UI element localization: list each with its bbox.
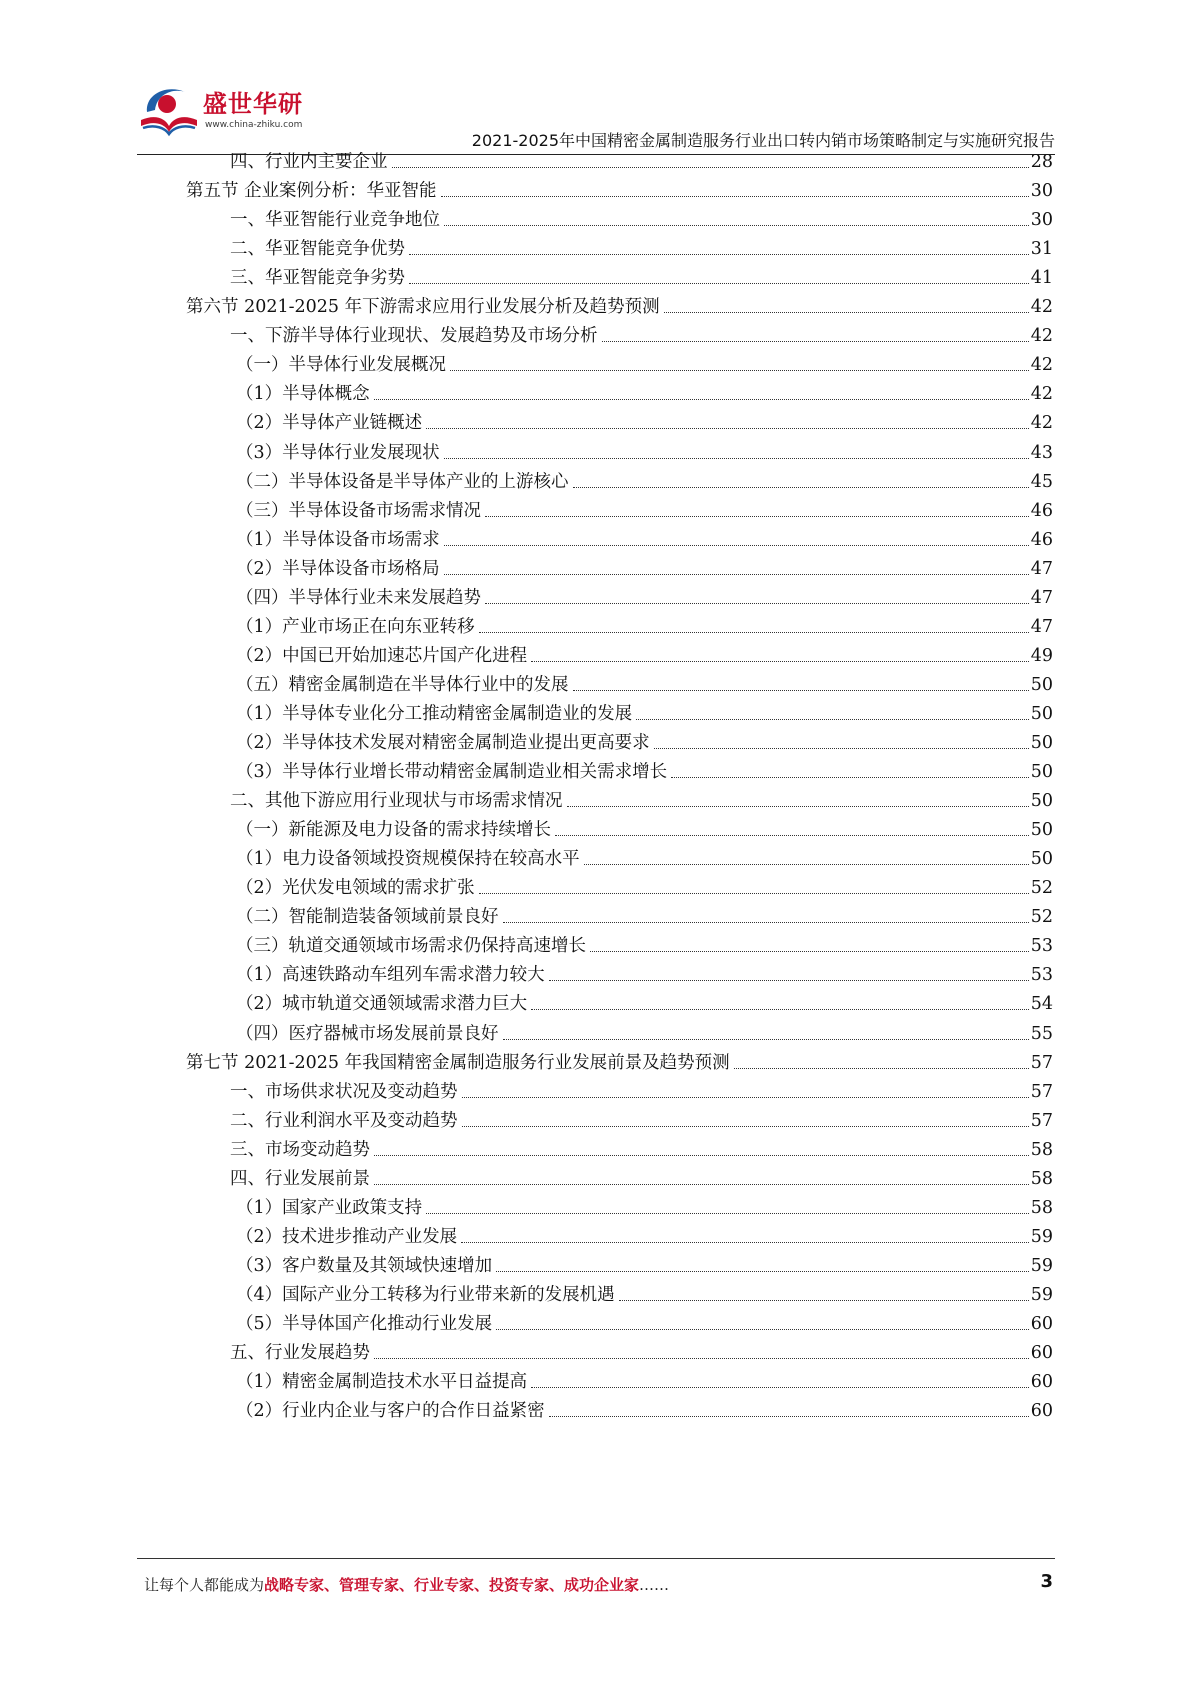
toc-entry-title: （三）半导体设备市场需求情况 — [236, 500, 481, 521]
toc-entry-title: （1）产业市场正在向东亚转移 — [236, 616, 475, 637]
footer-slogan — [144, 1574, 669, 1595]
toc-entry-page: 54 — [1030, 994, 1053, 1015]
footer-slogan-highlight: 战略专家、管理专家、行业专家、投资专家、成功企业家 — [264, 1576, 640, 1594]
toc-entry-page: 60 — [1030, 1401, 1053, 1422]
toc-dot-leader — [426, 1213, 1029, 1214]
toc-entry-title: （5）半导体国产化推动行业发展 — [236, 1314, 493, 1334]
toc-dot-leader — [462, 1097, 1029, 1098]
toc-entry-title: （2）中国已开始加速芯片国产化进程 — [236, 645, 528, 666]
toc-entry[interactable] — [230, 229, 1053, 260]
toc-dot-leader — [461, 1242, 1029, 1243]
toc-entry[interactable] — [236, 491, 1053, 522]
toc-entry-page: 42 — [1030, 413, 1053, 434]
toc-entry-title: （2）半导体产业链概述 — [236, 413, 423, 434]
toc-entry[interactable] — [236, 433, 1053, 464]
toc-entry[interactable] — [236, 897, 1053, 928]
toc-entry-page: 60 — [1030, 1343, 1053, 1364]
toc-dot-leader — [450, 370, 1029, 371]
toc-entry[interactable] — [186, 287, 1053, 318]
toc-entry-page: 47 — [1030, 558, 1053, 579]
toc-entry-title: （3）客户数量及其领域快速增加 — [236, 1255, 493, 1276]
logo-url: www.china-zhiku.com — [205, 120, 303, 130]
toc-dot-leader — [549, 1416, 1029, 1417]
toc-dot-leader — [664, 312, 1029, 313]
toc-entry-title: （3）半导体行业增长带动精密金属制造业相关需求增长 — [236, 762, 668, 783]
toc-entry-title: （2）行业内企业与客户的合作日益紧密 — [236, 1401, 545, 1422]
toc-entry-title: （2）半导体技术发展对精密金属制造业提出更高要求 — [236, 733, 650, 753]
toc-entry-title: （2）技术进步推动产业发展 — [236, 1226, 458, 1247]
toc-entry-title: （四）医疗器械市场发展前景良好 — [236, 1023, 499, 1044]
toc-entry[interactable] — [236, 1362, 1053, 1393]
toc-entry[interactable] — [230, 200, 1053, 231]
toc-dot-leader — [496, 1329, 1029, 1330]
toc-entry[interactable] — [236, 752, 1053, 783]
toc-entry[interactable] — [230, 1333, 1053, 1364]
toc-entry-title: （二）半导体设备是半导体产业的上游核心 — [236, 471, 569, 492]
toc-entry-title: （五）精密金属制造在半导体行业中的发展 — [236, 674, 569, 695]
toc-entry-title: 一、华亚智能行业竞争地位 — [230, 210, 440, 231]
toc-entry-title: （2）城市轨道交通领域需求潜力巨大 — [236, 994, 528, 1015]
toc-entry-page: 59 — [1030, 1226, 1053, 1247]
toc-dot-leader — [426, 428, 1029, 429]
toc-entry-page: 43 — [1030, 442, 1053, 463]
toc-entry-page: 53 — [1030, 936, 1053, 957]
toc-entry[interactable] — [236, 520, 1053, 551]
toc-entry-title: （1）高速铁路动车组列车需求潜力较大 — [236, 965, 545, 986]
toc-entry-page: 50 — [1030, 674, 1053, 695]
toc-entry[interactable] — [236, 1188, 1053, 1219]
toc-entry-title: （四）半导体行业未来发展趋势 — [236, 587, 481, 608]
toc-entry[interactable] — [236, 839, 1053, 870]
toc-entry[interactable] — [236, 868, 1053, 899]
toc-entry-page: 53 — [1030, 965, 1053, 986]
toc-entry-page: 60 — [1030, 1314, 1053, 1334]
toc-entry-page: 58 — [1030, 1197, 1053, 1218]
toc-dot-leader — [590, 951, 1029, 952]
toc-dot-leader — [444, 545, 1029, 546]
toc-entry[interactable] — [230, 1101, 1053, 1132]
logo-name: 盛世华研 — [203, 90, 303, 118]
toc-dot-leader — [444, 458, 1029, 459]
toc-dot-leader — [462, 1126, 1029, 1127]
toc-entry-page: 50 — [1030, 791, 1053, 812]
toc-entry-page: 57 — [1030, 1110, 1053, 1131]
toc-entry-title: （1）半导体设备市场需求 — [236, 529, 440, 550]
toc-entry-page: 31 — [1030, 239, 1053, 260]
toc-dot-leader — [619, 1300, 1029, 1301]
toc-entry[interactable] — [230, 258, 1053, 289]
toc-entry-title: （2）光伏发电领域的需求扩张 — [236, 878, 475, 899]
toc-entry[interactable] — [236, 403, 1053, 434]
toc-entry-title: （1）半导体概念 — [236, 384, 370, 405]
toc-entry-page: 30 — [1030, 210, 1053, 231]
toc-dot-leader — [444, 225, 1029, 226]
toc-entry-page: 58 — [1030, 1168, 1053, 1189]
toc-entry-page: 50 — [1030, 733, 1053, 753]
toc-dot-leader — [671, 777, 1029, 778]
toc-entry[interactable] — [230, 1072, 1053, 1103]
toc-dot-leader — [374, 1184, 1029, 1185]
toc-entry[interactable] — [236, 1304, 1053, 1335]
toc-entry-page: 41 — [1030, 268, 1053, 289]
toc-dot-leader — [374, 399, 1029, 400]
toc-entry[interactable] — [236, 1275, 1053, 1306]
toc-dot-leader — [636, 719, 1029, 720]
toc-dot-leader — [503, 1039, 1029, 1040]
toc-entry[interactable] — [236, 955, 1053, 986]
toc-entry-title: （1）半导体专业化分工推动精密金属制造业的发展 — [236, 703, 633, 724]
toc-entry-title: 第六节 2021-2025 年下游需求应用行业发展分析及趋势预测 — [186, 297, 660, 318]
toc-entry-title: （一）半导体行业发展概况 — [236, 355, 446, 376]
toc-entry-page: 42 — [1030, 355, 1053, 376]
toc-dot-leader — [374, 1358, 1029, 1359]
toc-entry-title: （1）国家产业政策支持 — [236, 1197, 423, 1218]
toc-entry[interactable] — [230, 781, 1053, 812]
footer-divider — [137, 1558, 1055, 1559]
toc-dot-leader — [734, 1068, 1029, 1069]
toc-dot-leader — [479, 632, 1029, 633]
toc-entry-page: 47 — [1030, 587, 1053, 608]
toc-dot-leader — [409, 283, 1029, 284]
toc-entry-page: 50 — [1030, 849, 1053, 870]
toc-dot-leader — [479, 893, 1029, 894]
toc-entry-page: 57 — [1030, 1081, 1053, 1102]
toc-entry-title: 二、行业利润水平及变动趋势 — [230, 1110, 458, 1131]
toc-entry[interactable] — [230, 1159, 1053, 1190]
toc-dot-leader — [573, 487, 1029, 488]
toc-entry[interactable] — [236, 1246, 1053, 1277]
toc-dot-leader — [531, 1387, 1029, 1388]
toc-entry-title: 二、其他下游应用行业现状与市场需求情况 — [230, 791, 563, 812]
toc-entry[interactable] — [186, 1043, 1053, 1074]
toc-dot-leader — [496, 1271, 1029, 1272]
toc-entry-title: （一）新能源及电力设备的需求持续增长 — [236, 820, 551, 841]
toc-entry-page: 57 — [1030, 1052, 1053, 1073]
toc-entry-page: 50 — [1030, 820, 1053, 841]
toc-entry[interactable] — [186, 171, 1053, 202]
toc-entry[interactable] — [236, 549, 1053, 580]
toc-entry[interactable] — [236, 462, 1053, 493]
toc-entry[interactable] — [236, 810, 1053, 841]
toc-entry-page: 47 — [1030, 616, 1053, 637]
toc-dot-leader — [549, 980, 1029, 981]
toc-entry-page: 46 — [1030, 500, 1053, 521]
toc-entry-title: 四、行业发展前景 — [230, 1168, 370, 1189]
toc-dot-leader — [374, 1155, 1029, 1156]
book-globe-logo-icon — [137, 82, 201, 140]
toc-entry-page: 52 — [1030, 907, 1053, 928]
toc-entry[interactable] — [236, 1014, 1053, 1045]
toc-dot-leader — [485, 516, 1029, 517]
toc-entry-title: 三、市场变动趋势 — [230, 1139, 370, 1160]
footer-slogan-suffix: …… — [639, 1576, 670, 1594]
toc-dot-leader — [503, 922, 1029, 923]
toc-entry[interactable] — [236, 345, 1053, 376]
toc-entry-page: 49 — [1030, 645, 1053, 666]
toc-entry[interactable] — [236, 665, 1053, 696]
toc-entry-page: 28 — [1030, 152, 1053, 172]
toc-entry[interactable] — [236, 374, 1053, 405]
toc-entry-page: 45 — [1030, 471, 1053, 492]
toc-entry[interactable] — [236, 1217, 1053, 1248]
toc-entry[interactable] — [236, 607, 1053, 638]
toc-dot-leader — [409, 254, 1029, 255]
toc-entry-title: 五、行业发展趋势 — [230, 1343, 370, 1364]
toc-entry[interactable] — [230, 142, 1053, 173]
toc-entry-page: 42 — [1030, 297, 1053, 318]
toc-entry[interactable] — [236, 723, 1053, 754]
toc-entry-page: 58 — [1030, 1139, 1053, 1160]
toc-entry-page: 55 — [1030, 1023, 1053, 1044]
toc-dot-leader — [573, 690, 1029, 691]
toc-entry-title: （4）国际产业分工转移为行业带来新的发展机遇 — [236, 1284, 615, 1305]
toc-entry[interactable] — [236, 694, 1053, 725]
toc-dot-leader — [531, 1009, 1029, 1010]
report-title: 2021-2025年中国精密金属制造服务行业出口转内销市场策略制定与实施研究报告 — [471, 131, 1055, 150]
page-number: 3 — [1040, 1571, 1053, 1592]
toc-entry-page: 42 — [1030, 326, 1053, 347]
toc-entry-title: （1）精密金属制造技术水平日益提高 — [236, 1372, 528, 1393]
toc-dot-leader — [531, 661, 1029, 662]
toc-entry-page: 59 — [1030, 1255, 1053, 1276]
toc-entry[interactable] — [236, 578, 1053, 609]
toc-entry-title: （2）半导体设备市场格局 — [236, 558, 440, 579]
toc-dot-leader — [555, 835, 1029, 836]
toc-entry[interactable] — [236, 636, 1053, 667]
footer-slogan-prefix: 让每个人都能成为 — [144, 1576, 265, 1594]
company-logo — [137, 78, 307, 144]
toc-dot-leader — [441, 196, 1029, 197]
toc-dot-leader — [392, 167, 1029, 168]
toc-dot-leader — [654, 748, 1029, 749]
toc-entry[interactable] — [236, 1391, 1053, 1422]
toc-entry[interactable] — [236, 926, 1053, 957]
toc-entry-page: 42 — [1030, 384, 1053, 405]
toc-entry-title: （1）电力设备领域投资规模保持在较高水平 — [236, 849, 580, 870]
toc-entry-title: 四、行业内主要企业 — [230, 152, 388, 172]
toc-entry-page: 30 — [1030, 181, 1053, 202]
toc-entry-title: 第七节 2021-2025 年我国精密金属制造服务行业发展前景及趋势预测 — [186, 1052, 730, 1073]
toc-dot-leader — [485, 603, 1029, 604]
toc-entry-page: 50 — [1030, 762, 1053, 783]
toc-dot-leader — [567, 806, 1029, 807]
toc-entry-title: 一、下游半导体行业现状、发展趋势及市场分析 — [230, 326, 598, 347]
toc-entry-title: （3）半导体行业发展现状 — [236, 442, 440, 463]
toc-entry-title: 第五节 企业案例分析：华亚智能 — [186, 181, 437, 202]
toc-entry-title: 三、华亚智能竞争劣势 — [230, 268, 405, 289]
toc-entry-page: 60 — [1030, 1372, 1053, 1393]
toc-entry-title: 二、华亚智能竞争优势 — [230, 239, 405, 260]
toc-dot-leader — [584, 864, 1029, 865]
toc-entry[interactable] — [230, 1130, 1053, 1161]
toc-entry-title: （三）轨道交通领域市场需求仍保持高速增长 — [236, 936, 586, 957]
toc-entry-page: 52 — [1030, 878, 1053, 899]
toc-entry-title: 一、市场供求状况及变动趋势 — [230, 1081, 458, 1102]
toc-entry-page: 50 — [1030, 703, 1053, 724]
toc-dot-leader — [602, 341, 1029, 342]
toc-entry[interactable] — [230, 316, 1053, 347]
toc-entry-page: 46 — [1030, 529, 1053, 550]
toc-dot-leader — [444, 574, 1029, 575]
toc-entry-title: （二）智能制造装备领域前景良好 — [236, 907, 499, 928]
toc-entry[interactable] — [236, 984, 1053, 1015]
toc-entry-page: 59 — [1030, 1284, 1053, 1305]
